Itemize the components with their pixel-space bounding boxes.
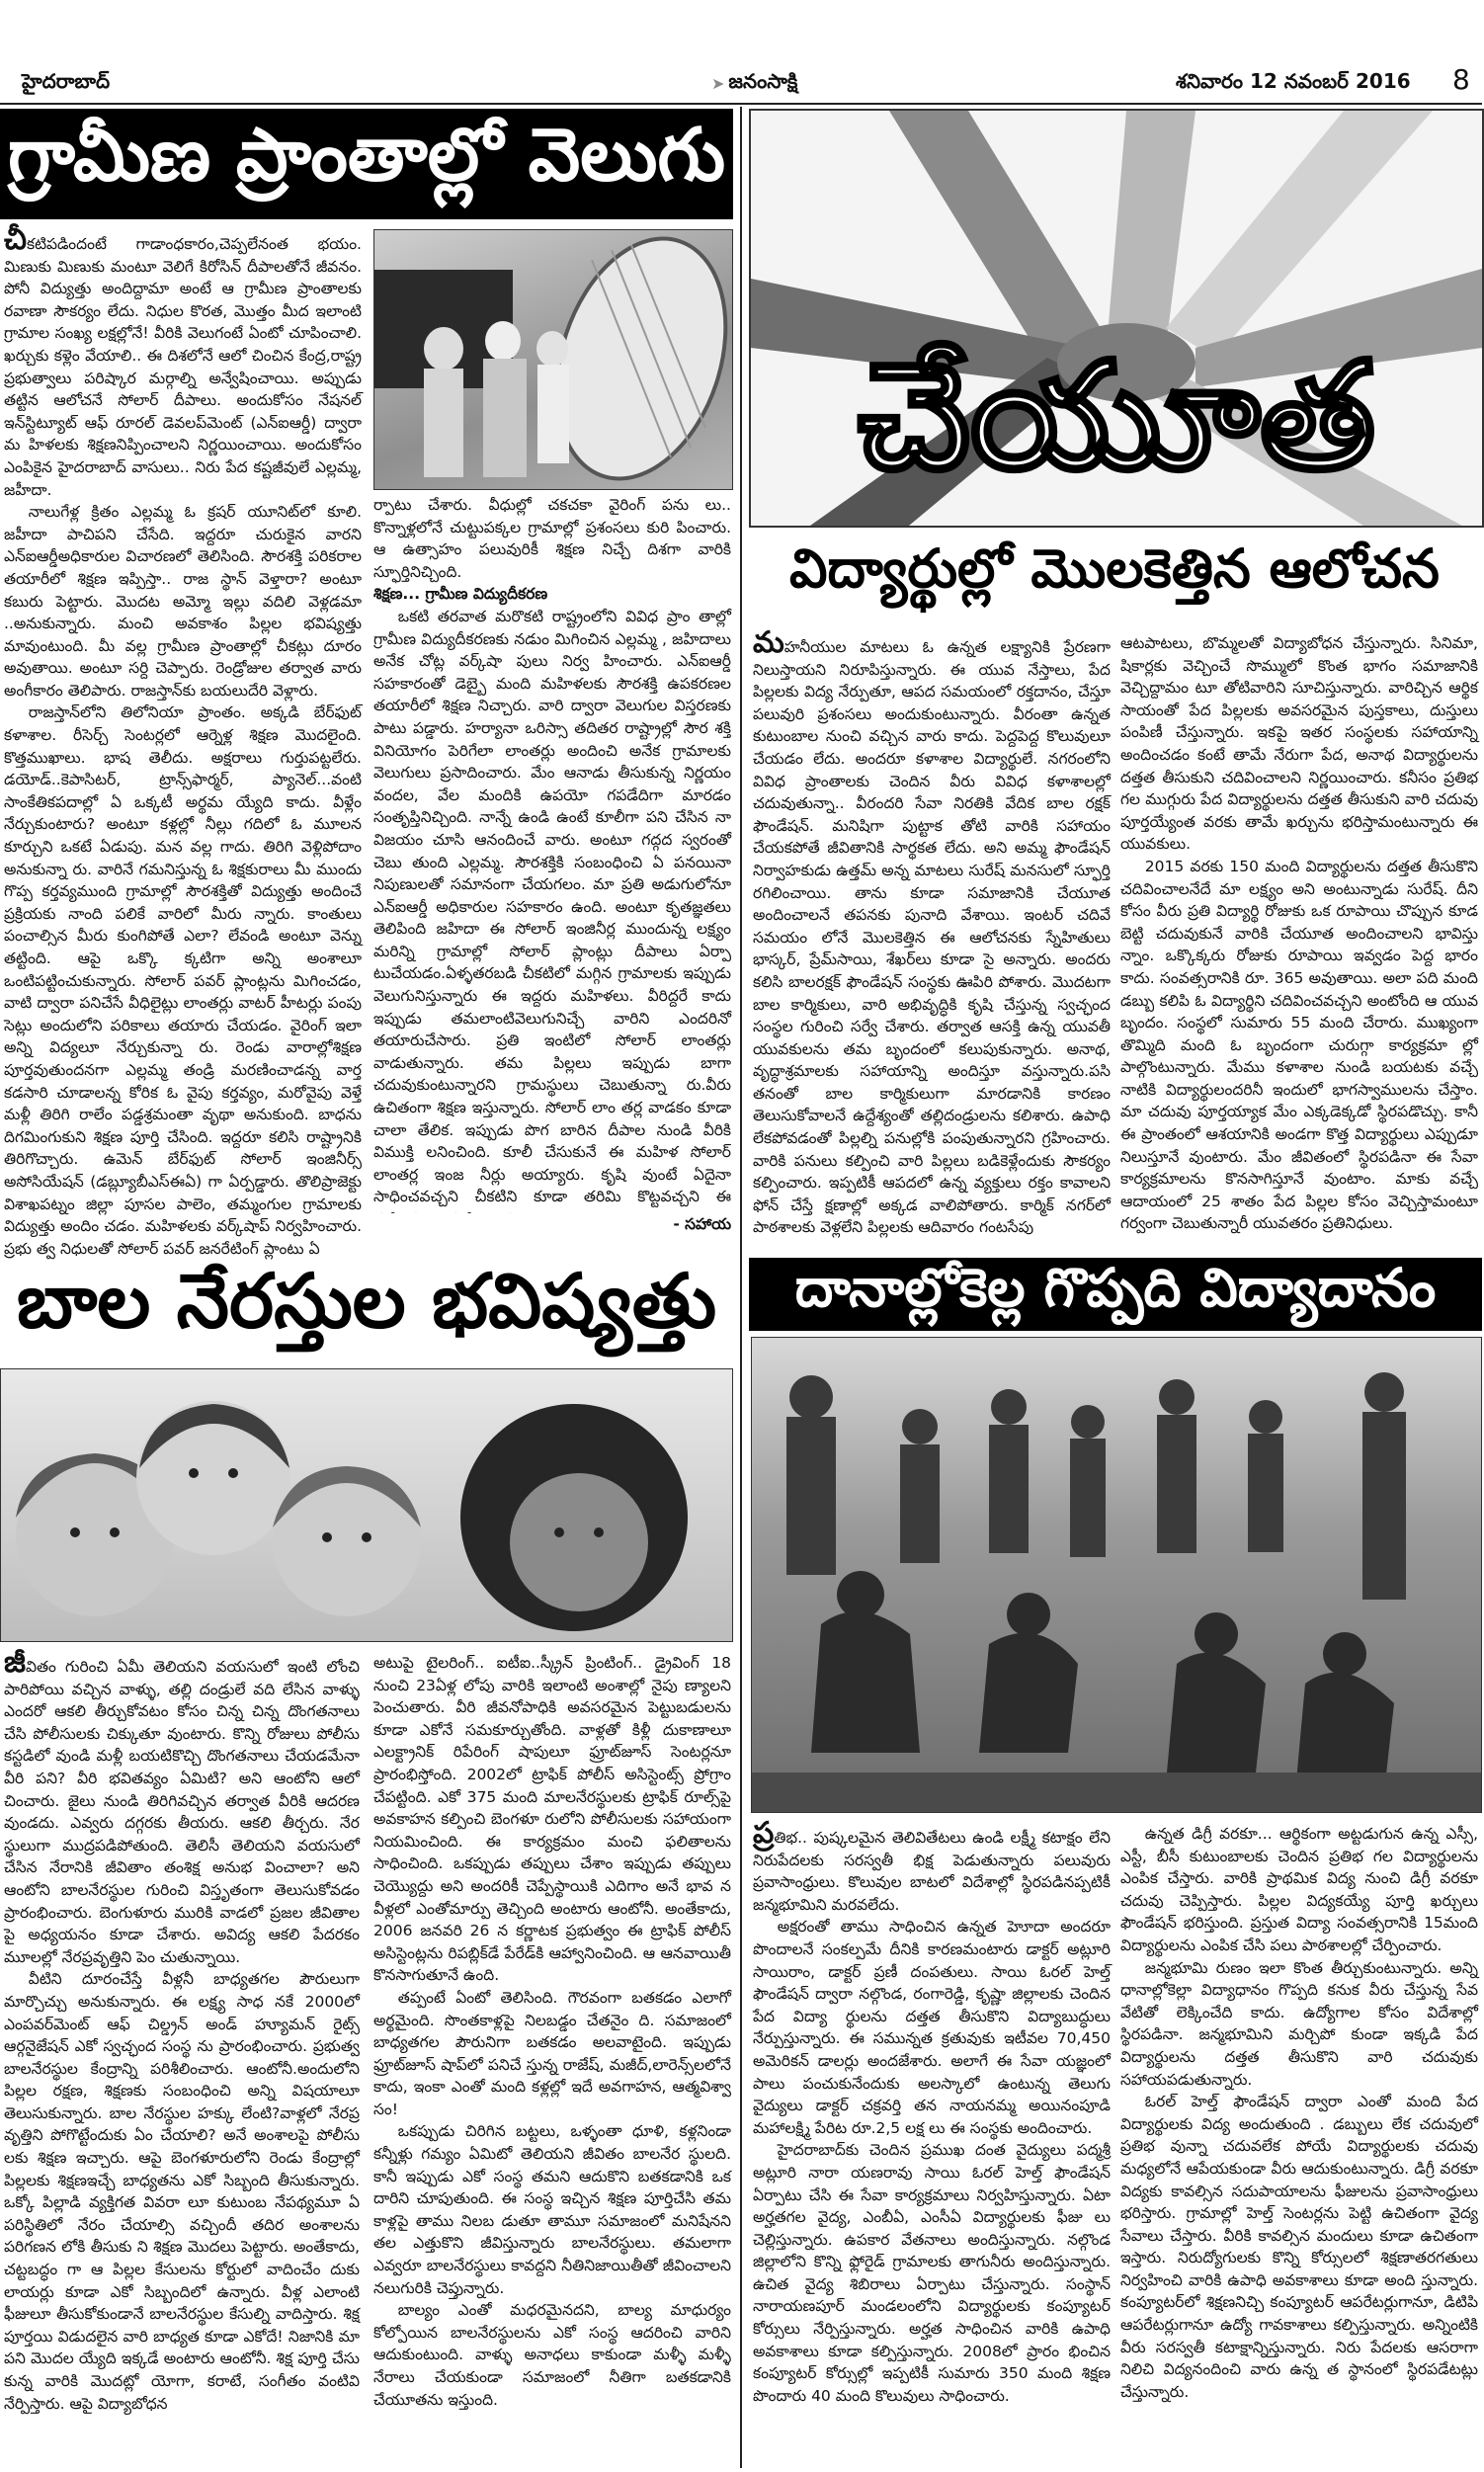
article3-dropcap: జీ xyxy=(4,1645,26,1680)
article1-dropcap: చీ xyxy=(4,222,27,257)
article3-para: తప్పంటే ఏంటో తెలిసింది. గౌరవంగా బతకడం ఎలాగో అర్థమైంది. సొంతకాళ్లపై నిలబడ్డం చేతనైం ది. సమాజంలో బాధ్యతగల పౌరునిగా బతకడం అలవాటైంది. ఇప్పుడు ఫ్రూట్‌జూస్ షాప్‌లో పనిచే స్తున్న రాజేష్, మజీద్,లారెన్స్‌లలోనే కాదు, ఇంకా ఎంతో మంది కళ్లల్లో ఇదే అవగాహన, ఆత్మవిశ్వా సం! xyxy=(373,1988,731,2118)
article3-col1 xyxy=(4,1645,360,2442)
article3-para: వీటిని దూరంచేస్తే వీళ్లనీ బాధ్యతగల పౌరులుగా మార్చొచ్చు అనుకున్నారు. ఈ లక్ష్య సాధ నకే 2000లో ఎంపవర్‌మెంట్ ఆఫ్ చిల్డ్రన్ అండ్ హ్యూమన్ రైట్స్ ఆర్గనైజేషన్ ఎకో స్వచ్ఛంద సంస్థ ను ప్రారంభించారు. ప్రభుత్వ బాలనేరస్థుల కేంద్రాన్ని పరిశీలించారు. ఆంటోనీ.అందులోని పిల్లల రక్షణ, శిక్షణకు సంబంధించి అన్ని విషయాలూ తెలుసుకున్నారు. బాల నేరస్థుల హక్కు లేంటి?వాళ్లలో నేరప్ర వృత్తిని పోగొట్టేందుకు ఏం చేయాలి? అనే అంశాలపై పోలీసు లకు శిక్షణ ఇచ్చారు. ఆపై బెంగళూరులోని రెండు కేంద్రాల్లో పిల్లలకు శిక్షణఇచ్చే బాధ్యతను ఎకో సిబ్బంది తీసుకున్నారు. ఒక్కో పిల్లాడి వ్యక్తిగత వివరా లూ కుటుంబ నేపథ్యమూ ఏ పరిస్థితిలో నేరం చేయాల్సి వచ్చిందీ తదిర అంశాలను పరిగణన లోకి తీసుకు ని శిక్షణ మొదలు పెట్టారు. అంతేకాదు, చట్టబద్ధం గా ఆ పిల్లల కేసులను కోర్టులో వాదించేం దుకు లాయర్లు కూడా ఎకో సిబ్బందిలో ఉన్నారు. వీళ్ల ఎలాంటి ఫీజులూ తీసుకోకుండానే బాలనేరస్థుల కేసుల్ని వాదిస్తారు. శిక్ష పూర్తయి విడుదలైన వారి బాధ్యత కూడా ఎకోదే! నిజానికి మా పని మొదల య్యేది ఇక్కడే అంటారు ఆంటోనీ. శిక్ష పూర్తి చేసు కున్న వారికి మొదట్లో యోగా, కరాటే, సంగీతం వంటివి నేర్పిస్తారు. ఆపై విద్యాబోధన xyxy=(4,1970,360,2413)
article1-col2 xyxy=(373,494,731,1207)
article3-col2 xyxy=(373,1652,731,2442)
article4-para: జన్మభూమి రుణం ఇలా కొంత తీర్చుకుంటున్నారు. అన్ని ధానాల్లోకెల్లా విద్యాధానం గొప్పది కనుక వీరు చేస్తున్న సేవ వేటితో లెక్కించేది కాదు. ఉద్యోగాల కోసం విదేశాల్లో స్థిరపడినా. జన్మభూమిని మర్చిపో కుండా ఇక్కడి పేద విద్యార్థులను దత్తత తీసుకొని వారి చదువుకు సహాయపడుతున్నారు. xyxy=(1120,1958,1478,2089)
article2-para: 2015 వరకు 150 మంది విద్యార్థులను దత్తత తీసుకొని చదివించాలనేదే మా లక్ష్యం అని అంటున్నాడు సురేష్. దీని కోసం వీరు ప్రతి విద్యార్థి రోజుకు ఒక రూపాయి చొప్పున కూడ బెట్టి చదువుకునే వారికి చేయూత అందించాలని భావిస్తు న్నాం. ఒక్కొక్కరు రోజుకు రూపాయి ఇవ్వడం పెద్ద భారం కాదు. సంవత్సరానికి రూ. 365 అవుతాయి. అలా పది మంది డబ్బు కలిపి ఓ విద్యార్థిని చదివించవచ్చని అంటోంది ఆ యువ బృందం. సంస్థలో సుమారు 55 మంది చేరారు. ముఖ్యంగా తొమ్మిది మంది ఓ బృందంగా చురుగ్గా కార్యక్రమా ల్లో పాల్గొంటున్నారు. మేము కళాశాల నుండి బయటకు వచ్చే నాటికి విద్యార్థులందరినీ ఇందులో భాగస్వాములను చేస్తాం. మా చదువు పూర్తయ్యాక మేం ఎక్కడెక్కడో స్థిరపడొచ్చు. కానీ ఈ ప్రాంతంలో ఆశయానికి అండగా కొత్త విద్యార్థులు ఎప్పుడూ నిలుస్తూనే వుంటారు. మేం జీవితంలో స్థిరపడినా ఈ సేవా కార్యక్రమాలను కొనసాగిస్తూనే వుంటాం. మాకు వచ్చే ఆదాయంలో 25 శాతం పేద పిల్లల కోసం వెచ్చిస్తామంటూ గర్వంగా చెబుతున్నారీ యువతరం ప్రతినిధులు. xyxy=(1120,857,1478,1233)
article3-para: బాల్యం ఎంతో మధరమైనదని, బాల్య మాధుర్యం కోల్పోయిన బాలనేరస్థులను ఎకో సంస్థ ఆదరించి వారిని ఆదుకుంటుంది. వాళ్ళు అనాధలు కాకుండా మళ్ళీ మళ్ళీ నేరాలు చేయకుండా సమాజంలో నీతిగా బతకడానికి చేయూతను ఇస్తుంది. xyxy=(373,2301,731,2409)
article4-col1 xyxy=(753,1816,1111,2435)
article4-para: హైదరాబాద్‌కు చెందిన ప్రముఖ దంత వైద్యులు పద్మశ్రీ అట్లూరి నారా యణరావు సాయి ఓరల్ హెల్త్ ఫౌండేషన్ ఏర్పాటు చేసి ఈ సేవా కార్యక్రమాలు నిర్వహిస్తున్నారు. ఏటా అర్హతగల వైద్య, ఎంబీఏ, ఎంసీఏ విద్యార్థులకు ఫీజు లు చెల్లిస్తున్నారు. ఉపకార వేతనాలు అందిస్తున్నారు. నల్గొండ జిల్లాలోని కొన్ని ఫ్లోరైడ్ గ్రామాలకు తాగునీరు అందిస్తున్నారు. ఉచిత వైద్య శిబిరాలు ఏర్పాటు చేస్తున్నారు. సంస్థాన్ నారాయణపూర్ మండలంలోని విద్యార్థులకు కంప్యూటర్ కోర్సులు నేర్పిస్తున్నారు. అర్హత సాధించిన వారికి ఉపాధి అవకాశాలు కూడా కల్పిస్తున్నారు. 2008లో ప్రారం భించిన కంప్యూటర్ కోర్సుల్లో ఇప్పటికీ సుమారు 350 మంది శిక్షణ పొందారు 40 మంది కొలువులు సాధించారు. xyxy=(753,2141,1111,2405)
students-illustration xyxy=(752,1338,1481,1812)
article2-col2 xyxy=(1120,632,1478,1247)
masthead-city: హైదరాబాద్ xyxy=(22,69,111,93)
solar-dish-photo xyxy=(373,229,733,490)
masthead-rule xyxy=(0,103,1482,105)
article4-col2 xyxy=(1120,1823,1478,2435)
children-photo xyxy=(0,1368,733,1642)
article1-para: ఒకటి తరవాత మరొకటి రాష్ట్రంలోని వివిధ ప్రాం తాల్లో గ్రామీణ విద్యుదీకరణకు నడుం మిగించిన ఎల్లమ్మ , జహిదాలు అనేక చోట్ల వర్క్‌షా పులు నిర్వ హించారు. ఎన్ఐఆర్డీ సహకారంతో డెబ్బై మంది మహిళలకు సౌరశక్తి ఉపకరణల తయారీలో శిక్షణ నిచ్చారు. వారి ద్వారా వెలుగుల విస్తరణకు పాటు పడ్డారు. హర్యానా ఒరిస్సా తదితర రాష్ట్రాల్లో సౌర శక్తి వినియోగం పెరిగేలా లాంతర్లు అందించి అనేక గ్రామాలకు వెలుగులు ప్రసాదించారు. మేం ఆనాడు తీసుకున్న నిర్ణయం వందల, వేల మందికి ఉపయో గపడేదిగా మారడం సంతృప్తినిచ్చింది. నాన్నే ఉండి ఉంటే కూలీగా పని చేసిన నా విజయం చూసి ఆనందించే వారు. అంటూ గద్గద స్వరంతో చెబు తుంది ఎల్లమ్మ. సౌరశక్తికి సంబంధించి ఏ పనయినా నిపుణులతో సమానంగా చేయగలం. మా ప్రతి అడుగులోనూ ఎన్ఐఆర్డీ అధికారుల సహకారం ఉంది. అంటూ కృతజ్ఞతలు తెలిపింది జహిదా ఈ సోలార్ ఇంజినీర్ల ముందున్న లక్ష్యం మరిన్ని గ్రామాల్లో సోలార్ ప్లాంట్లు దీపాలు ఏర్పా టుచేయడం.ఏళ్ళతరబడి చీకటిలో మగ్గిన గ్రామాలకు ఇప్పుడు వెలుగునిస్తున్నారు ఈ ఇద్దరు మహిళలు. వీరిద్దరే కాదు ఇప్పుడు తమలాంటివెలుగునిచ్చే వారిని ఎందరినో తయారుచేసారు. ప్రతి ఇంటిలో సోలార్ లాంతర్లు వాడుతున్నారు. తమ పిల్లలు ఇప్పుడు బాగా చదువుకుంటున్నారని గ్రామస్థులు చెబుతున్నా రు.వీరు ఉచితంగా శిక్షణ ఇస్తున్నారు. సోలార్ లాం తర్ల వాడకం కూడా చాలా తేలిక. ఇప్పుడు పొగ బారిన దీపాల నుండి వీరికి విముక్తి లనించింది. కూలీ చేసుకునే ఈ మహిళ సోలార్ లాంతర్ల ఇంజ నీర్లు అయ్యారు. కృషి వుంటే ఏదైనా సాధించవచ్చని చీకటిని కూడా తరిమి కొట్టవచ్చని ఈ xyxy=(373,607,731,1206)
children-illustration xyxy=(1,1369,732,1641)
article3-para: అటుపై టైలరింగ్.. ఐటీఐ..స్క్రీన్ ప్రింటింగ్.. డ్రైవింగ్ 18 నుంచి 23ఏళ్ల లోపు వారికి ఇలాంటి అంశాల్లో నైపు ణ్యాలని పెంచుతారు. వీరి జీవనోపాధికి అవసరమైన పెట్టుబడులను కూడా ఎకోనే సమకూర్చుతోంది. వాళ్లతో కిళ్లీ దుకాణాలూ ఎలక్ట్రానిక్ రిపేరింగ్ షాపులూ ఫ్రూట్‌జూస్ సెంటర్లనూ ప్రారంభిస్తోంది. 2002లో ట్రాఫిక్ పోలీస్ అసిస్టెంట్స్ ప్రోగ్రాం చేపట్టింది. ఎకో 375 మంది మాలనేరస్థులకు ట్రాఫిక్ రూల్స్‌పై అవకాహన కల్పించి బెంగళూ రులోని పోలీసులకు సహాయంగా నియమించింది. ఈ కార్యక్రమం మంచి ఫలితాలను సాధించింది. ఒకప్పుడు తప్పులు చేశాం ఇప్పుడు తప్పులు చెయ్యొద్దు అని అందరికీ చెప్పేస్థాయికి ఎదిగాం అనే భావ న వీళ్లలో ఎంతోమార్పు తెచ్చింది అంటారు ఆంటోనీ. అంతేకాదు, 2006 జనవరి 26 న కర్ణాటక ప్రభుత్వం ఈ ట్రాఫిక్ పోలీస్ అసిస్టెంట్లను రిపబ్లిక్‌డే పేరేడ్‌కి ఆహ్వానించింది. ఆ ఆనవాయితీ కొనసాగుతూనే ఉంది. xyxy=(373,1654,731,1985)
article2-dropcap: మ xyxy=(753,625,784,660)
article1-headline: గ్రామీణ ప్రాంతాల్లో వెలుగు xyxy=(0,109,733,219)
article3-para: వితం గురించి ఏమీ తెలియని వయసులో ఇంటి లోంచి పారిపోయి వచ్చిన వాళ్ళు, తల్లి దండ్రులే వది లేసిన వాళ్ళు ఎందరో ఆకలి తీర్చుకోవటం కోసం చిన్న చిన్న దొంగతనాలు చేసి పోలీసులకు చిక్కుతూ వుంటారు. కొన్ని రోజులు పోలీసు కస్టడిలో వుండి మళ్లీ బయటికొచ్చి దొంగతనాలు చేయడమేనా వీరి పని? వీరి భవితవ్యం ఏమిటి? అని ఆంటోని ఆలో చించారు. జైలు నుండి తిరిగివచ్చిన తర్వాత వీరికి ఆదరణ వుండదు. ఎవ్వరు దగ్గరకు తీయరు. ఆకలి తీర్చరు. నేర స్థులుగా ముద్రపడిపోతుంది. తెలిసీ తెలియని వయసులో చేసిన నేరానికి జీవితాం తంశిక్ష అనుభ వించాలా? అని ఆంటోని బాలనేరస్థుల గురించి విస్తృతంగా తెలుసుకోవడం ప్రారంభించారు. బెంగుళూరు మురికి వాడలో ప్రజల జీవితాల పై అధ్యయనం కూడా చేశారు. అవిద్య ఆకలి పేదరకం మూలల్లో నేరప్రవృత్తిని పెం చుతున్నాయి. xyxy=(4,1658,360,1966)
article4-para: ఓరల్ హెల్త్ ఫౌండేషన్ ద్వారా ఎంతో మంది పేద విద్యార్థులకు విద్య అందుతుంది . డబ్బులు లేక చదువులో ప్రతిభ వున్నా చదువలేక పోయే విద్యార్థులకు చదువు మధ్యలోనే ఆపేయకుండా వీరు ఆదుకుంటున్నారు. డిగ్రీ వరకూ విద్యకు కావల్సిన సదుపాయాలను ఫీజులను ప్రవాసాంధ్రులు భరిస్తారు. గ్రామాల్లో హెల్త్ సెంటర్లను పెట్టి ఉచితంగా వైద్య సేవాలు చేస్తారు. వీరికి కావల్సిన మందులు కూడా ఉచితంగా ఇస్తారు. నిరుద్యోగులకు కొన్ని కోర్సులలో శిక్షణాతరగతులు నిర్వహించి వారికి ఉపాధి అవకాశాలు కూడా అంది స్తున్నారు. కంప్యూటర్‌లో శిక్షణనిచ్చి కంప్యూటర్ ఆపరేటర్లుగానూ, డిటిపి ఆపరేటర్లుగానూ ఉద్యో గావకాశాలు కల్పిస్తున్నారు. అన్నింటికి వీరు సరస్వతీ కటాక్షాన్నిస్తున్నారు. నిరు పేదలకు ఆసరాగా నిలిచి విద్యనందించి వారు ఉన్న త స్థానంలో స్థిరపడేటట్లు చేస్తున్నారు. xyxy=(1120,2093,1478,2401)
article2-col1 xyxy=(753,625,1111,1247)
article1-byline: - సహాయ xyxy=(373,1213,731,1237)
article4-para: తిభ.. పుష్కలమైన తెలివితేటలు ఉండి లక్ష్మీ కటాక్షం లేని నిరుపేదలకు సరస్వతీ భిక్ష పెడుతున్నారు పలువురు ప్రవాసాంధ్రులు. కొలువుల బాటలో విదేశాల్లో స్థిరపడినప్పటికీ జన్మభూమిని మరవలేదు. xyxy=(753,1829,1111,1914)
hands-photo xyxy=(749,109,1484,528)
article1-para: నాలుగేళ్ల క్రితం ఎల్లమ్మ ఓ క్రషర్ యూనిట్‌లో కూలి. జహీదా పాచిపని చేసేది. ఇద్దరూ చురుకైన వారని ఎన్ఐఆర్డీఅధికారుల విచారణలో తెలిసింది. సౌరశక్తి పరికరాల తయారీలో శిక్షణ ఇప్పిస్తా.. రాజ స్థాన్ వెళ్తారా? అంటూ కబురు పెట్టారు. మొదట అమ్మో ఇల్లు వదిలి వెళ్లడమా ..అనుకున్నారు. మంచి అవకాశం పిల్లల భవిష్యత్తు మావుంటుంది. మీ వల్ల గ్రామీణ ప్రాంతాల్లో చీకట్లు దూరం అవుతాయి. అంటూ సర్ది చెప్పారు. రెండ్రోజుల తర్వాత వారు అంగీకారం తెలిపారు. రాజస్తాన్‌కు బయలుదేరి వెళ్లారు. xyxy=(4,503,362,700)
article2-para: హనీయుల మాటలు ఓ ఉన్నత లక్ష్యానికి ప్రేరణగా నిలుస్తాయని నిరూపిస్తున్నారు. ఈ యువ నేస్తాలు, పేద పిల్లలకు విద్య నేర్పుతూ, ఆపద సమయంలో రక్తదానం, చేస్తూ పలువురి ప్రశంసలు అందుకుంటున్నారు. వీరంతా ఉన్నత కుటుంబాల నుంచి వచ్చిన వారు కాదు. పెద్దపెద్ద కొలువులూ చేయడం లేదు. అందరూ కళాశాల విద్యార్థులే. నగరంలోని వివిధ ప్రాంతాలకు చెందిన వీరు వివిధ కళాశాలల్లో చదువుతున్నా.. వీరందరి సేవా నిరతికి వేదిక బాల రక్షక్ ఫౌండేషన్. మనిషిగా పుట్టాక తోటి వారికి సహాయం చేయకపోతే జీవితానికి సార్థకత లేదు. అని అమ్మ ఫౌండేషన్ నిర్వాహకుడు ఉత్తమ్ అన్న మాటలు సురేష్ మనసులో స్ఫూర్తి రగిలించాయి. తాను కూడా సమాజానికి చేయూత అందించాలనే తపనకు పునాది వేశాయి. ఇంటర్ చదివే సమయం లోనే మొలకెత్తిన ఈ ఆలోచనకు స్నేహితులు భాస్కర్, ప్రేమ్‌సాయి, శేఖర్‌లు కూడా సై అన్నారు. అందరు కలిసి బాలరక్షక్ ఫౌండేషన్ సంస్థకు ఊపిరి పోశారు. మొదటగా బాల కార్మికులు, వారి అభివృద్ధికి కృషి చేస్తున్న స్వచ్ఛంద సంస్థల గురించి సర్వే చేశారు. తర్వాత ఆసక్తి ఉన్న యువతీ యువకులను తమ బృందంలో కలుపుకున్నారు. అనాథ, వృద్ధాశ్రమాలకు సహాయాన్ని అందిస్తూ వస్తున్నారు.పసి తనంతో బాల కార్మికులుగా మారడానికి కారణం తెలుసుకోవాలనే ఉద్దేశ్యంతో తల్లిదండ్రులను కలిశారు. ఉపాధి లేకపోవడంతో పిల్లల్ని పనుల్లోకి పంపుతున్నారని గ్రహించారు. వారికి పనులు కల్పించి వారి పిల్లలు బడికెళ్లేందుకు సౌకర్యం కల్పించారు. ఇప్పటికీ ఆపదలో ఉన్న వ్యక్తులు రక్తం కావాలని ఫోన్ చేస్తే క్షణాల్లో అక్కడ వాలిపోతారు. కార్మిక్ నగర్‌లో పాఠశాలకు వెళ్లలేని పిల్లలకు ఆదివారం గంటసేపు xyxy=(753,638,1111,1237)
article4-dropcap: ప్ర xyxy=(753,1816,775,1851)
masthead-logo xyxy=(711,69,797,98)
solar-dish-illustration xyxy=(374,230,732,489)
article3-para: ఒకప్పుడు చిరిగిన బట్టలు, ఒళ్ళంతా ధూళి, కళ్లనిండా కన్నీళ్లు గమ్యం ఏమిటో తెలియని జీవితం బాలనేర స్థులది. కానీ ఇప్పుడు ఎకో సంస్థ తమని ఆదుకొని బతకడానికి ఒక దారిని చూపుతుంది. ఈ సంస్థ ఇచ్చిన శిక్షణ పూర్తిచేసి తమ కాళ్లపై తాము నిలబ డుతూ తామూ సమాజంలో మనిషేనని తల ఎత్తుకొని జీవిస్తున్నారు బాలనేరస్థులు. తమలాగా ఎవ్వరూ బాలనేరస్థులు కావద్దని నీతినిజాయితీతో జీవించాలని నలుగురికి చెప్తున్నారు. xyxy=(373,2122,731,2297)
masthead-date: శనివారం 12 నవంబర్ 2016 xyxy=(1176,69,1411,93)
article1-para: కటిపడిందంటే గాడాంధకారం,చెప్పలేనంత భయం. మిణుకు మిణుకు మంటూ వెలిగే కిరోసిన్ దీపాలతోనే జీవనం. పోనీ విద్యుత్తు అందిద్దామా అంటే ఆ గ్రామీణ ప్రాంతాలకు రవాణా సౌకర్యం లేదు. నిధుల కొరత, మొత్తం మీద ఇలాంటి గ్రామాల సంఖ్య లక్షల్లోనే! వీరికి వెలుగంటే ఏంటో చూపించాలి. ఖర్చుకు కళ్లెం వేయాలి.. ఈ దిశలోనే ఆలో చించిన కేంద్ర,రాష్ట్ర ప్రభుత్వాలు పరిష్కార మర్గాల్ని అన్వేషించాయి. అప్పుడు తట్టిన ఆలోచనే సోలార్ దీపాలు. అందుకోసం నేషనల్ ఇన్‌స్టిట్యూట్ ఆఫ్ రూరల్ డెవలప్‌మెంట్ (ఎన్ఐఆర్డీ) ద్వారా మ హిళలకు శిక్షణనిప్పించాలని నిర్ణయించాయి. అందుకోసం ఎంపికైన హైదరాబాద్ వాసులు.. నిరు పేద కష్టజీవులే ఎల్లమ్మ, జహీదా. xyxy=(4,235,362,499)
article2-para: ఆటపాటలు, బొమ్మలతో విద్యాబోధన చేస్తున్నారు. సినిమా, షికార్లకు వెచ్చించే సొమ్ములో కొంత భాగం సమాజానికి వెచ్చిద్దామం టూ తోటివారిని సూచిస్తున్నారు. వారిచ్చిన ఆర్థిక సాయంతో పేద పిల్లలకు అవసరమైన పుస్తకాలు, దుస్తులు పంపిణీ చేస్తున్నారు. ఇకపై ఇతర సంస్థలకు సహాయాన్ని అందించడం కంటే తామే నేరుగా పేద, అనాథ విద్యార్థులను దత్తత తీసుకుని చదివించాలని నిర్ణయించారు. కనీసం ప్రతిభ గల ముగ్గురు పేద విద్యార్థులను దత్తత తీసుకుని వారి చదువు పూర్తయ్యేంత వరకు తామే ఖర్చును భరిస్తామంటున్నారు ఈ యువకులు. xyxy=(1120,634,1478,854)
page-number: 8 xyxy=(1452,63,1470,96)
logo-arrow-icon: ➤ xyxy=(711,74,725,93)
article4-headline: దానాల్లోకెల్ల గొప్పది విద్యాదానం xyxy=(749,1258,1482,1331)
paper-name: జనంసాక్షి xyxy=(728,69,798,93)
column-divider xyxy=(740,107,742,2468)
article3-headline: బాల నేరస్తుల భవిష్యత్తు xyxy=(16,1257,717,1345)
article1-subhead: శిక్షణ... గ్రామీణ విద్యుదీకరణ xyxy=(373,585,548,604)
article2-headline: విద్యార్థుల్లో మొలకెత్తిన ఆలోచన xyxy=(789,536,1440,600)
article1-para: రాజస్తాన్‌లోని తిలోనియా ప్రాంతం. అక్కడి బేర్‌ఫుట్ కళాశాల. రీసెర్చ్ సెంటర్లలో ఆర్నెళ్ల శిక్షణ మొదలైంది. కొత్తముఖాలు. భాష తెలీదు. అక్షరాలు గుర్తుపట్టలేరు. డయోడ్..కెపాసిటర్, ట్రాన్స్‌ఫార్మర్, ప్యానెల్...వంటి సాంకేతికపదాల్లో ఏ ఒక్కటీ అర్థమ య్యేది కాదు. వీళ్లేం నేర్చుకుంటారు? అంటూ కళ్లల్లో నీల్లు గదిలో ఓ మూలన కూర్చుని ఒకటే ఏడుపు. మన వల్ల గాదు. తిరిగి వెళ్లిపోదాం అనుకున్నా రు. వారినే గమనిస్తున్న ఓ శిక్షకురాలు మీ ముందు గొప్ప కర్తవ్యముంది గ్రామాల్లో సౌరశక్తితో విద్యుత్తు అందించే ప్రక్రియకు నాంది పలికే వారిలో మీరు న్నారు. కాంతులు పంచాల్సిన మీరు కుంగిపోతే ఎలా? లేవండి అంటూ వెన్ను తట్టింది. ఆపై ఒక్కొ క్కటిగా అన్ని అంశాలూ ఒంటిపట్టించుకున్నారు. సోలార్ పవర్ ప్లాంట్లను మిగించడం, వాటి ద్వారా పనిచేసే వీధిలైట్లు లాంతర్లు వాటర్ హీటర్లు పంపు సెట్లు అందులోని పరికాలు తయారు చేయడం. వైరింగ్ ఇలా అన్ని విద్యలూ నేర్చుకున్నా రు. రెండు వారాల్లోశిక్షణ పూర్తవుతుందనగా ఎల్లమ్మ తండ్రి మరణించాడన్న వార్త కడసారి చూడాలన్న కోరిక ఓ వైపు కర్తవ్యం, మరోవైపు వెళ్తే మళ్లీ తిరిగి రాలేం పడ్డశ్రమంతా వృథా అనుకుంది. బాధను దిగమింగుకుని శిక్షణ పూర్తి చేసింది. ఇద్దరూ కలిసి రాష్ట్రానికి తిరిగొచ్చారు. ఉమెన్ బేర్‌ఫుట్ సోలార్ ఇంజినీర్స్ అసోసియేషన్ (డబ్ల్యూబీఎస్ఈఏ) గా ఏర్పడ్డారు. తొలిప్రాజెక్టు విశాఖపట్నం జిల్లా పూసల పాలెం, తమ్మంగుల గ్రామాలకు విద్యుత్తు అందిం చడం. మహిళలకు వర్క్‌షాప్ నిర్వహించారు. ప్రభు త్వ నిధులతో సోలార్ పవర్ జనరేటింగ్ ప్లాంటు ఏ xyxy=(4,703,362,1258)
article1-col1 xyxy=(4,222,362,1258)
cheyutha-image-title: చేయూత xyxy=(858,331,1375,503)
students-planting-photo xyxy=(751,1337,1482,1813)
article1-para: ర్పాటు చేశారు. వీధుల్లో చకచకా వైరింగ్ పను లు.. కొన్నాళ్లలోనే చుట్టుపక్కల గ్రామాల్లో ప్రశంసలు కురి పించారు. ఆ ఉత్సాహం పలువురికీ శిక్షణ నిచ్చే దిశగా వారికి స్ఫూర్తినిచ్చింది. xyxy=(373,496,731,581)
article4-para: అక్షరంతో తాము సాధించిన ఉన్నత హెూదా అందరూ పొందాలనే సంకల్పమే దీనికి కారణమంటారు డాక్టర్ అట్లూరి సాయిరాం, డాక్టర్ ప్రణీ దంపతులు. సాయి ఓరల్ హెల్త్ ఫౌండేషన్ ద్వారా నల్గొండ, రంగారెడ్డి, కృష్ణా జిల్లాలకు చెందిన పేద విద్యా ర్థులను దత్తత తీసుకొని విద్యాబుద్ధులు నేర్పుస్తున్నారు. ఈ సమున్నత క్రతువుకు ఇటీవల 70,450 అమెరికన్ డాలర్లు అందజేశారు. అలాగే ఈ సేవా యజ్ఞంలో పాలు పంచుకునేందుకు అలస్కాలో ఉంటున్న తెలుగు వైద్యులు డాక్టర్ చక్రవర్తి తన నాయనమ్మ అయినంపూడి మహాలక్ష్మి పేరిట రూ.2,5 లక్ష లు ఈ సంస్థకు అందించారు. xyxy=(753,1918,1111,2137)
article4-para: ఉన్నత డిగ్రీ వరకూ... ఆర్థికంగా అట్టడుగున ఉన్న ఎస్సీ, ఎస్టీ, బీసీ కుటుంబాలకు చెందిన ప్రతిభ గల విద్యార్థులను ఎంపిక చేస్తారు. వారికి ప్రాథమిక విద్య నుంచి డిగ్రీ వరకూ చదువు చెప్పిస్తారు. పిల్లల విద్యకయ్యే పూర్తి ఖర్చులు ఫౌండేషన్ భరిస్తుంది. ప్రస్తుత విద్యా సంవత్సరానికి 15మంది విద్యార్థులను ఎంపిక చేసి పలు పాఠశాలల్లో చేర్పించారు. xyxy=(1120,1825,1478,1954)
